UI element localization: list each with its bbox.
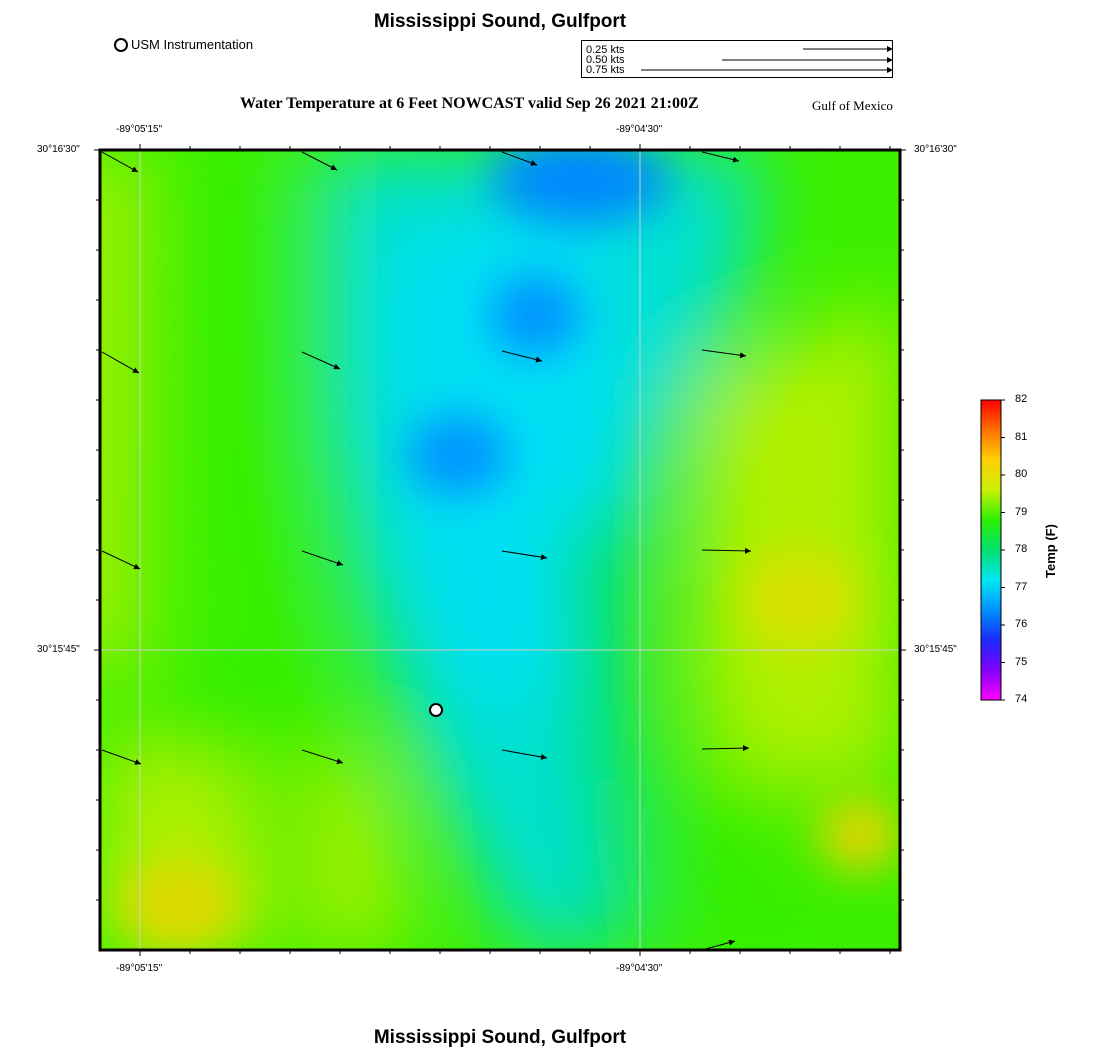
colorbar-tick-label: 78: [1015, 543, 1028, 555]
station-legend-label: USM Instrumentation: [131, 37, 254, 52]
map-subtitle: Water Temperature at 6 Feet NOWCAST valid Sep 26 2021 21:00Z: [240, 95, 699, 112]
vector-scale-arrows: [641, 49, 893, 70]
lon-tick-label: -89°04'30": [616, 963, 663, 974]
vector-scale-label: 0.50 kts: [586, 54, 625, 66]
colorbar-tick-label: 77: [1015, 581, 1028, 593]
lat-tick-label: 30°15'45": [914, 644, 957, 655]
footer-title: Mississippi Sound, Gulfport: [373, 1027, 627, 1048]
usm-station-icon[interactable]: [429, 703, 443, 717]
colorbar-tick-label: 76: [1015, 618, 1028, 630]
colorbar-tick-label: 75: [1015, 656, 1028, 668]
colorbar-tick-label: 79: [1015, 506, 1028, 518]
colorbar-tick-label: 82: [1015, 393, 1028, 405]
colorbar-title: Temp (F): [1043, 524, 1058, 578]
lon-tick-label: -89°05'15": [116, 124, 163, 135]
lon-tick-label: -89°05'15": [116, 963, 163, 974]
lon-tick-label: -89°04'30": [616, 124, 663, 135]
temperature-field: [60, 135, 900, 950]
colorbar: [981, 400, 1001, 700]
colorbar-tick-label: 80: [1015, 468, 1028, 480]
vector-scale-label: 0.25 kts: [586, 44, 625, 56]
lat-tick-label: 30°16'30": [914, 144, 957, 155]
lat-tick-label: 30°16'30": [37, 144, 80, 155]
vector-scale-label: 0.75 kts: [586, 64, 625, 76]
map-title: Mississippi Sound, Gulfport: [373, 11, 627, 32]
lat-tick-label: 30°15'45": [37, 644, 80, 655]
colorbar-tick-label: 81: [1015, 431, 1028, 443]
colorbar-ticks: [1001, 400, 1005, 700]
region-label: Gulf of Mexico: [812, 98, 893, 113]
colorbar-tick-label: 74: [1015, 693, 1028, 705]
